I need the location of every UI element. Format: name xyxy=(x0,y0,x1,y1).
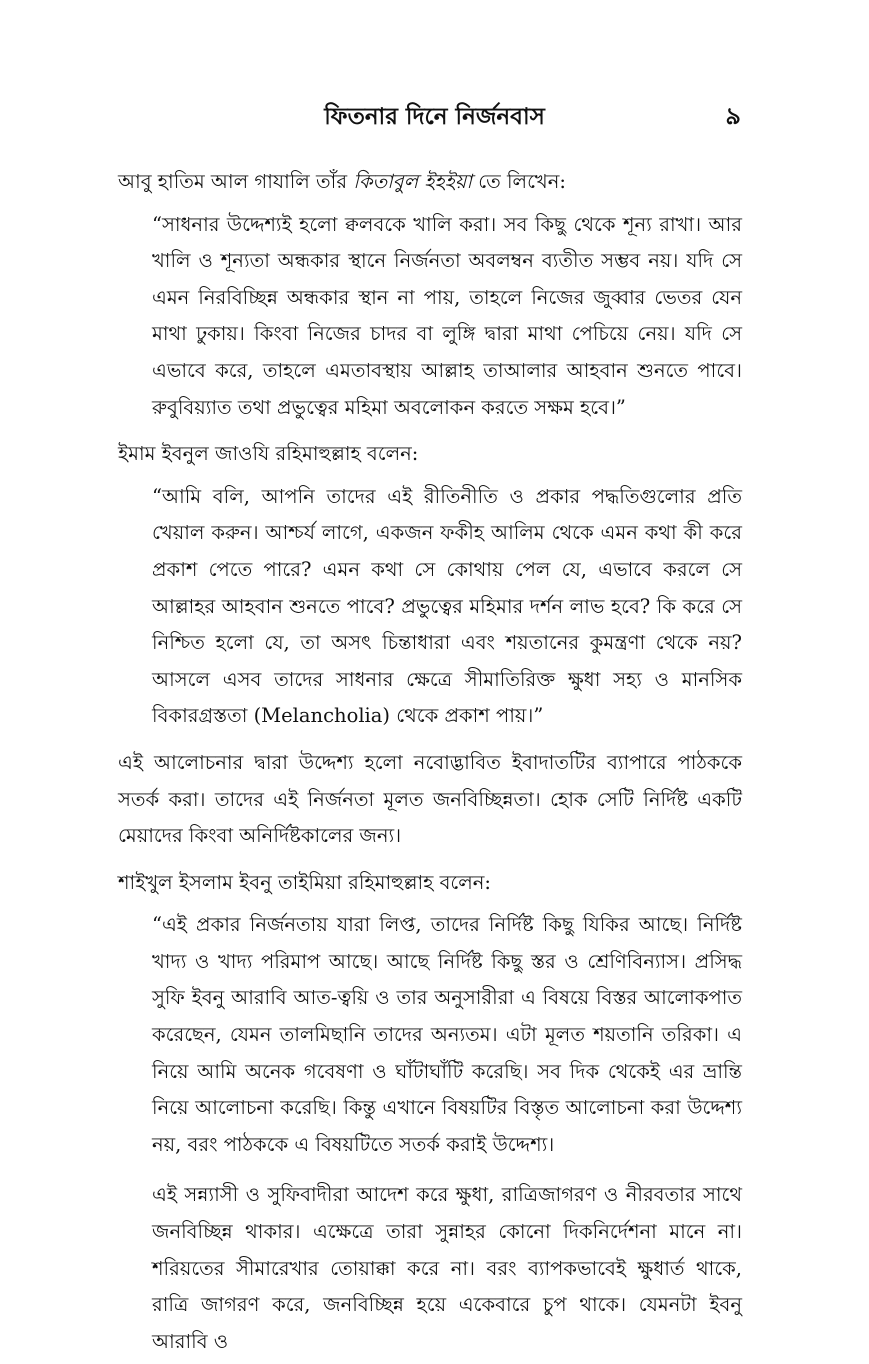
page-number: ৯ xyxy=(725,102,741,130)
book-title: কিতাবুল ইহইয়া xyxy=(353,170,473,193)
intro-ibn-taymiyyah: শাইখুল ইসলাম ইবনু তাইমিয়া রহিমাহুল্লাহ বলেন: xyxy=(118,870,491,894)
page-body xyxy=(118,164,742,1364)
intro-text-before: আবু হাতিম আল গাযালি তাঁর xyxy=(118,170,354,193)
running-title: ফিতনার দিনে নির্জনবাস xyxy=(324,104,545,130)
quote-ghazali: “সাধনার উদ্দেশ্যই হলো ক্বলবকে খালি করা। সব কিছু থেকে শূন্য রাখা। আর খালি ও শূন্যতা অন্ধকার স্থানে নির্জনতা অবলম্বন ব্যতীত সম্ভব নয়। যদি সে এমন নিরবিচ্ছিন্ন অন্ধকার স্থান না পায়, তাহলে নিজের জুব্বার ভেতর যেন মাথা ঢুকায়। কিংবা নিজের চাদর বা লুঙ্গি দ্বারা মাথা পেচিয়ে নেয়। যদি সে এভাবে করে, তাহলে এমতাবস্থায় আল্লাহ তাআলার আহবান শুনতে পাবে। রুবুবিয়্যাত তথা প্রভুত্বের মহিমা অবলোকন করতে সক্ষম হবে।” xyxy=(152,212,742,419)
quote-ibn-taymiyyah: “এই প্রকার নির্জনতায় যারা লিপ্ত, তাদের নির্দিষ্ট কিছু যিকির আছে। নির্দিষ্ট খাদ্য ও খাদ্য পরিমাপ আছে। আছে নির্দিষ্ট কিছু স্তর ও শ্রেণিবিন্যাস। প্রসিদ্ধ সুফি ইবনু আরাবি আত-ত্বয়ি ও তার অনুসারীরা এ বিষয়ে বিস্তর আলোকপাত করেছেন, যেমন তালমিছানি তাদের অন্যতম। এটা মূলত শয়তানি তরিকা। এ নিয়ে আমি অনেক গবেষণা ও ঘাঁটাঘাঁটি করেছি। সব দিক থেকেই এর ভ্রান্তি নিয়ে আলোচনা করেছি। কিন্তু এখানে বিষয়টির বিস্তৃত আলোচনা করা উদ্দেশ্য নয়, বরং পাঠককে এ বিষয়টিতে সতর্ক করাই উদ্দেশ্য। xyxy=(152,913,742,1156)
intro-ghazali xyxy=(118,164,742,201)
page-header xyxy=(0,98,869,138)
quote-ibnul-jawzi: “আমি বলি, আপনি তাদের এই রীতিনীতি ও প্রকার পদ্ধতিগুলোর প্রতি খেয়াল করুন। আশ্চর্য লাগে, একজন ফকীহ আলিম থেকে এমন কথা কী করে প্রকাশ পেতে পারে? এমন কথা সে কোথায় পেল যে, এভাবে করলে সে আল্লাহর আহবান শুনতে পাবে? প্রভুত্বের মহিমার দর্শন লাভ হবে? কি করে সে নিশ্চিত হলো যে, তা অসৎ চিন্তাধারা এবং শয়তানের কুমন্ত্রণা থেকে নয়? আসলে এসব তাদের সাধনার ক্ষেত্রে সীমাতিরিক্ত ক্ষুধা সহ্য ও মানসিক বিকারগ্রস্ততা (Melancholia) থেকে প্রকাশ পায়।” xyxy=(152,484,742,728)
quote-ibn-taymiyyah-continued: এই সন্ন্যাসী ও সুফিবাদীরা আদেশ করে ক্ষুধা, রাত্রিজাগরণ ও নীরবতার সাথে জনবিচ্ছিন্ন থাকার। এক্ষেত্রে তারা সুন্নাহর কোনো দিকনির্দেশনা মানে না। শরিয়তের সীমারেখার তোয়াক্কা করে না। বরং ব্যাপকভাবেই ক্ষুধার্ত থাকে, রাত্রি জাগরণ করে, জনবিচ্ছিন্ন হয়ে একেবারে চুপ থাকে। যেমনটা ইবনু আরাবি ও xyxy=(152,1183,742,1353)
commentary-paragraph: এই আলোচনার দ্বারা উদ্দেশ্য হলো নবোদ্ভাবিত ইবাদাতটির ব্যাপারে পাঠককে সতর্ক করা। তাদের এই নির্জনতা মূলত জনবিচ্ছিন্নতা। হোক সেটি নির্দিষ্ট একটি মেয়াদের কিংবা অনির্দিষ্টকালের জন্য। xyxy=(118,750,742,848)
intro-ibnul-jawzi: ইমাম ইবনুল জাওযি রহিমাহুল্লাহ বলেন: xyxy=(118,442,419,466)
intro-text-after: তে লিখেন: xyxy=(472,170,566,193)
